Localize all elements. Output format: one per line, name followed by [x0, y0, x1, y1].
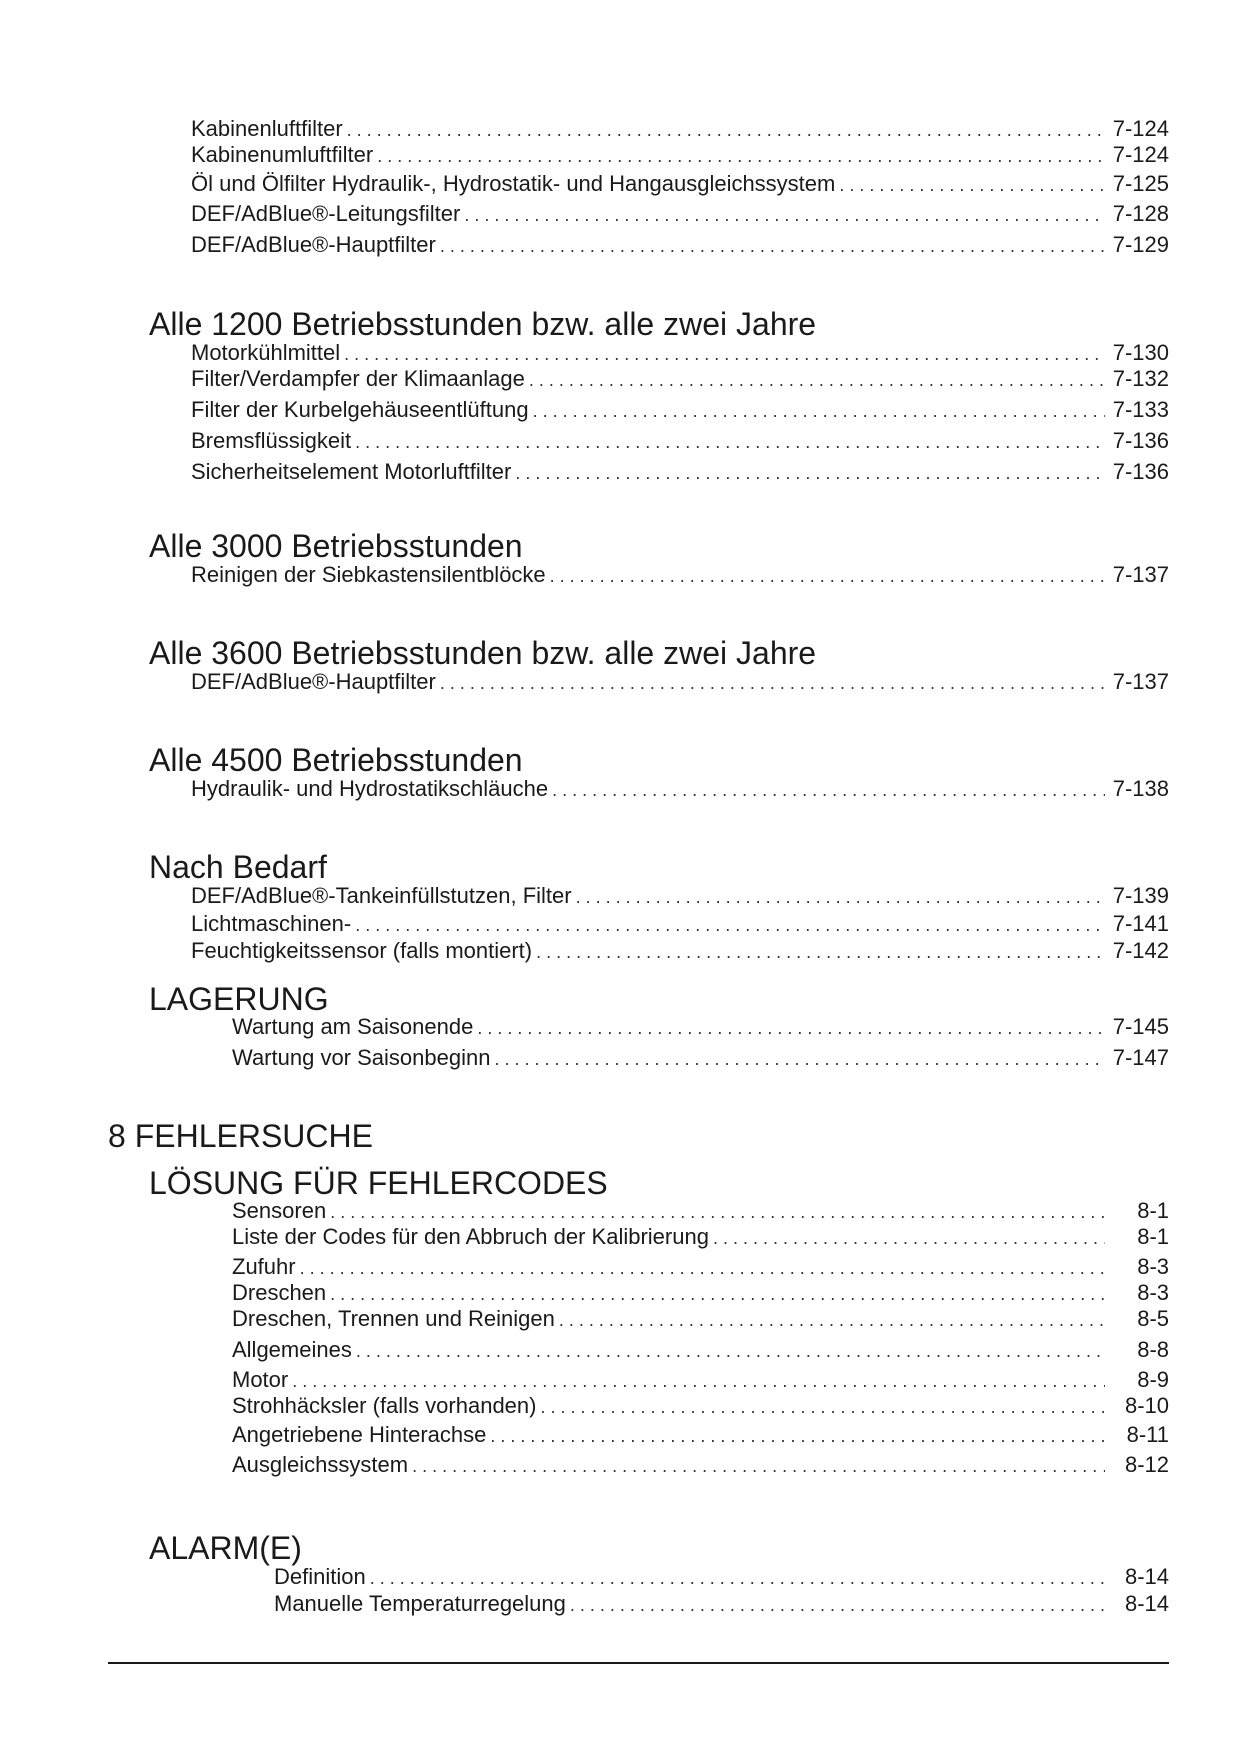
- toc-entry-title: Liste der Codes für den Abbruch der Kalibrierung: [232, 1224, 709, 1249]
- toc-entry[interactable]: [191, 397, 1169, 423]
- leader-dots: [355, 429, 1105, 455]
- leader-dots: [370, 1565, 1105, 1591]
- leader-dots: [570, 1592, 1105, 1618]
- toc-entry[interactable]: [274, 1591, 1169, 1617]
- section-heading-fehlercodes: LÖSUNG FÜR FEHLERCODES: [149, 1165, 608, 1201]
- toc-entry-page: 8-3: [1137, 1254, 1169, 1279]
- toc-entry-page: 7-124: [1112, 116, 1169, 141]
- toc-entry-page: 8-1: [1137, 1224, 1169, 1249]
- toc-entry-title: DEF/AdBlue®-Hauptfilter: [191, 232, 436, 257]
- leader-dots: [515, 460, 1105, 486]
- toc-entry-page: 8-9: [1137, 1367, 1169, 1392]
- leader-dots: [330, 1281, 1105, 1307]
- leader-dots: [377, 143, 1105, 169]
- toc-entry[interactable]: [232, 1337, 1169, 1363]
- toc-entry-page: 7-145: [1112, 1014, 1169, 1039]
- toc-entry-title: Wartung vor Saisonbeginn: [232, 1045, 491, 1070]
- toc-entry[interactable]: [191, 938, 1169, 964]
- toc-entry-page: 7-138: [1112, 776, 1169, 801]
- toc-entry[interactable]: [191, 883, 1169, 909]
- toc-entry[interactable]: [191, 669, 1169, 695]
- toc-entry[interactable]: [191, 776, 1169, 802]
- leader-dots: [559, 1307, 1105, 1333]
- toc-entry-page: 7-139: [1112, 883, 1169, 908]
- leader-dots: [839, 172, 1105, 198]
- leader-dots: [540, 1394, 1105, 1420]
- toc-entry-title: Allgemeines: [232, 1337, 352, 1362]
- section-heading-3000: Alle 3000 Betriebsstunden: [149, 528, 523, 564]
- leader-dots: [412, 1453, 1105, 1479]
- toc-entry-title: Sensoren: [232, 1198, 327, 1223]
- leader-dots: [477, 1015, 1105, 1041]
- toc-entry-title: Reinigen der Siebkastensilentblöcke: [191, 562, 546, 587]
- leader-dots: [440, 233, 1105, 259]
- toc-entry[interactable]: [232, 1393, 1169, 1419]
- leader-dots: [536, 939, 1105, 965]
- leader-dots: [529, 367, 1105, 393]
- toc-entry[interactable]: [232, 1254, 1169, 1280]
- section-heading-bedarf: Nach Bedarf: [149, 849, 327, 885]
- leader-dots: [330, 1199, 1105, 1225]
- toc-entry-page: 7-136: [1112, 428, 1169, 453]
- toc-entry-title: Wartung am Saisonende: [232, 1014, 474, 1039]
- toc-entry-page: 7-137: [1112, 669, 1169, 694]
- section-heading-alarm: ALARM(E): [149, 1530, 302, 1566]
- toc-entry[interactable]: [232, 1280, 1169, 1306]
- toc-entry[interactable]: [191, 459, 1169, 485]
- toc-entry[interactable]: [232, 1306, 1169, 1332]
- toc-entry-page: 8-14: [1124, 1591, 1169, 1616]
- toc-entry-title: Dreschen: [232, 1280, 327, 1305]
- toc-entry-title: Motorkühlmittel: [191, 340, 341, 365]
- toc-entry-title: Sicherheitselement Motorluftfilter: [191, 459, 512, 484]
- toc-entry-title: Öl und Ölfilter Hydraulik-, Hydrostatik- und Hangausgleichssystem: [191, 171, 836, 196]
- leader-dots: [347, 117, 1105, 143]
- leader-dots: [344, 341, 1105, 367]
- toc-entry-title: Kabinenluftfilter: [191, 116, 343, 141]
- toc-entry-page: 8-12: [1124, 1452, 1169, 1477]
- leader-dots: [494, 1046, 1105, 1072]
- leader-dots: [355, 912, 1105, 938]
- toc-entry-title: DEF/AdBlue®-Leitungsfilter: [191, 201, 461, 226]
- leader-dots: [464, 202, 1105, 228]
- toc-entry[interactable]: [191, 142, 1169, 168]
- leader-dots: [550, 563, 1105, 589]
- toc-entry[interactable]: [191, 201, 1169, 227]
- toc-entry-page: 7-124: [1112, 142, 1169, 167]
- toc-entry-page: 7-128: [1112, 201, 1169, 226]
- toc-entry-title: Kabinenumluftfilter: [191, 142, 374, 167]
- toc-entry-page: 8-5: [1137, 1306, 1169, 1331]
- toc-entry-title: Manuelle Temperaturregelung: [274, 1591, 566, 1616]
- toc-entry[interactable]: [191, 562, 1169, 588]
- toc-entry[interactable]: [232, 1045, 1169, 1071]
- section-heading-lagerung: LAGERUNG: [149, 981, 329, 1017]
- toc-entry-page: 8-3: [1137, 1280, 1169, 1305]
- toc-entry-title: Dreschen, Trennen und Reinigen: [232, 1306, 555, 1331]
- toc-entry-title: Feuchtigkeitssensor (falls montiert): [191, 938, 533, 963]
- toc-entry-page: 7-136: [1112, 459, 1169, 484]
- toc-entry-page: 7-133: [1112, 397, 1169, 422]
- toc-entry[interactable]: [232, 1367, 1169, 1393]
- toc-entry-page: 7-147: [1112, 1045, 1169, 1070]
- leader-dots: [356, 1338, 1105, 1364]
- leader-dots: [292, 1368, 1105, 1394]
- toc-entry[interactable]: [274, 1564, 1169, 1590]
- toc-entry-title: Hydraulik- und Hydrostatikschläuche: [191, 776, 549, 801]
- leader-dots: [440, 670, 1105, 696]
- toc-entry-title: Bremsflüssigkeit: [191, 428, 352, 453]
- toc-entry[interactable]: [232, 1422, 1169, 1448]
- toc-entry-page: 7-129: [1112, 232, 1169, 257]
- toc-entry-page: 7-132: [1112, 366, 1169, 391]
- toc-entry-page: 7-130: [1112, 340, 1169, 365]
- toc-entry-page: 7-137: [1112, 562, 1169, 587]
- leader-dots: [490, 1423, 1105, 1449]
- toc-entry-title: Strohhäcksler (falls vorhanden): [232, 1393, 537, 1418]
- toc-entry[interactable]: [191, 366, 1169, 392]
- section-heading-4500: Alle 4500 Betriebsstunden: [149, 742, 523, 778]
- leader-dots: [533, 398, 1105, 424]
- toc-entry-page: 8-8: [1137, 1337, 1169, 1362]
- leader-dots: [552, 777, 1105, 803]
- toc-entry-title: Ausgleichssystem: [232, 1452, 409, 1477]
- toc-entry-page: 7-125: [1112, 171, 1169, 196]
- toc-entry-title: Motor: [232, 1367, 289, 1392]
- toc-entry-title: DEF/AdBlue®-Hauptfilter: [191, 669, 436, 694]
- chapter-heading: 8 FEHLERSUCHE: [108, 1118, 373, 1154]
- toc-entry-page: 8-14: [1124, 1564, 1169, 1589]
- toc-entry-page: 8-10: [1124, 1393, 1169, 1418]
- footer-rule: [108, 1662, 1169, 1664]
- leader-dots: [576, 884, 1105, 910]
- leader-dots: [713, 1225, 1105, 1251]
- toc-entry-title: Definition: [274, 1564, 366, 1589]
- toc-entry-title: Zufuhr: [232, 1254, 296, 1279]
- toc-entry-title: Filter der Kurbelgehäuseentlüftung: [191, 397, 529, 422]
- toc-entry-title: DEF/AdBlue®-Tankeinfüllstutzen, Filter: [191, 883, 572, 908]
- toc-entry[interactable]: [232, 1198, 1169, 1224]
- section-heading-3600: Alle 3600 Betriebsstunden bzw. alle zwei Jahre: [149, 635, 817, 671]
- toc-entry[interactable]: [191, 428, 1169, 454]
- toc-entry-page: 7-141: [1112, 911, 1169, 936]
- toc-entry[interactable]: [191, 232, 1169, 258]
- toc-entry-page: 8-11: [1126, 1422, 1169, 1447]
- section-heading-1200: Alle 1200 Betriebsstunden bzw. alle zwei Jahre: [149, 306, 817, 342]
- toc-entry[interactable]: [191, 116, 1169, 142]
- toc-entry-title: Angetriebene Hinterachse: [232, 1422, 487, 1447]
- toc-entry-page: 7-142: [1112, 938, 1169, 963]
- toc-entry[interactable]: [232, 1452, 1169, 1478]
- toc-entry-title: Lichtmaschinen-: [191, 911, 352, 936]
- toc-entry[interactable]: [232, 1014, 1169, 1040]
- toc-entry-page: 8-1: [1137, 1198, 1169, 1223]
- toc-entry[interactable]: [191, 171, 1169, 197]
- toc-entry[interactable]: [191, 340, 1169, 366]
- leader-dots: [300, 1255, 1105, 1281]
- toc-entry-title: Filter/Verdampfer der Klimaanlage: [191, 366, 525, 391]
- toc-entry[interactable]: [191, 911, 1169, 937]
- toc-entry[interactable]: [232, 1224, 1169, 1250]
